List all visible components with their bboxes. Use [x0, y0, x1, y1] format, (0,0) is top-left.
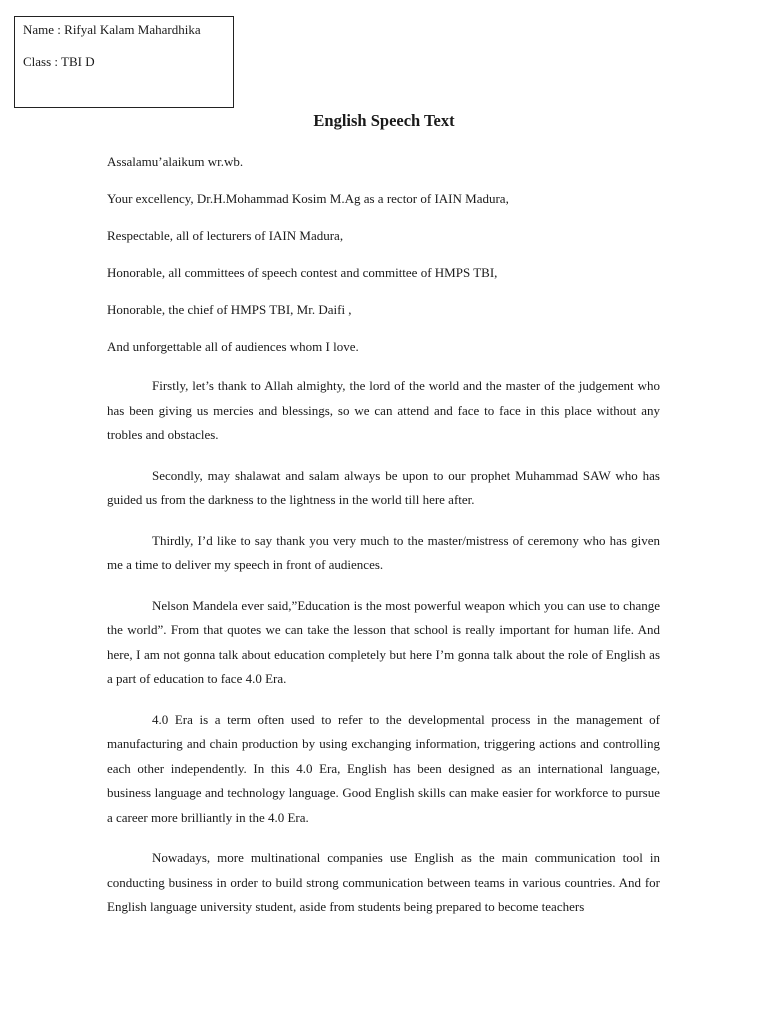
document-title: English Speech Text	[313, 111, 455, 130]
speech-paragraph: Thirdly, I’d like to say thank you very much to the master/mistress of ceremony who has given me a time to deliver my speech in front of audiences.	[107, 532, 660, 572]
salutation-line: Honorable, all committees of speech contest and committee of HMPS TBI,	[107, 265, 498, 280]
salutation-line: Honorable, the chief of HMPS TBI, Mr. Daifi ,	[107, 302, 352, 317]
student-name: Name : Rifyal Kalam Mahardhika	[23, 22, 201, 37]
student-class: Class : TBI D	[23, 54, 95, 69]
speech-body	[107, 152, 660, 936]
salutation-line: Assalamu’alaikum wr.wb.	[107, 154, 244, 169]
speech-paragraph: Nelson Mandela ever said,”Education is the most powerful weapon which you can use to change the world”. From that quotes we can take the lesson that school is really important for human life. And here, I am not gonna talk about education completely but here I’m gonna talk about the role of English as a part of education to face 4.0 Era.	[107, 597, 660, 686]
speech-paragraph: 4.0 Era is a term often used to refer to the developmental process in the management of manufacturing and chain production by using exchanging information, triggering actions and controlling each other independently. In this 4.0 Era, English has been designed as an international language, business language and technology language. Good English skills can make easier for workforce to pursue a career more brilliantly in the 4.0 Era.	[107, 711, 660, 825]
salutation-line: Your excellency, Dr.H.Mohammad Kosim M.Ag as a rector of IAIN Madura,	[107, 191, 509, 206]
speech-paragraph: Secondly, may shalawat and salam always be upon to our prophet Muhammad SAW who has guided us from the darkness to the lightness in the world till here after.	[107, 467, 660, 507]
speech-paragraph: Nowadays, more multinational companies use English as the main communication tool in conducting business in order to build strong communication between teams in various countries. And for English language university student, aside from students being prepared to become teachers	[107, 850, 660, 914]
salutation-line: And unforgettable all of audiences whom I love.	[107, 339, 359, 354]
salutation-line: Respectable, all of lecturers of IAIN Madura,	[107, 228, 344, 243]
speech-paragraph: Firstly, let’s thank to Allah almighty, the lord of the world and the master of the judgement who has been giving us mercies and blessings, so we can attend and face to face in this place without any trobles and obstacles.	[107, 378, 660, 442]
student-info-box	[14, 16, 234, 108]
